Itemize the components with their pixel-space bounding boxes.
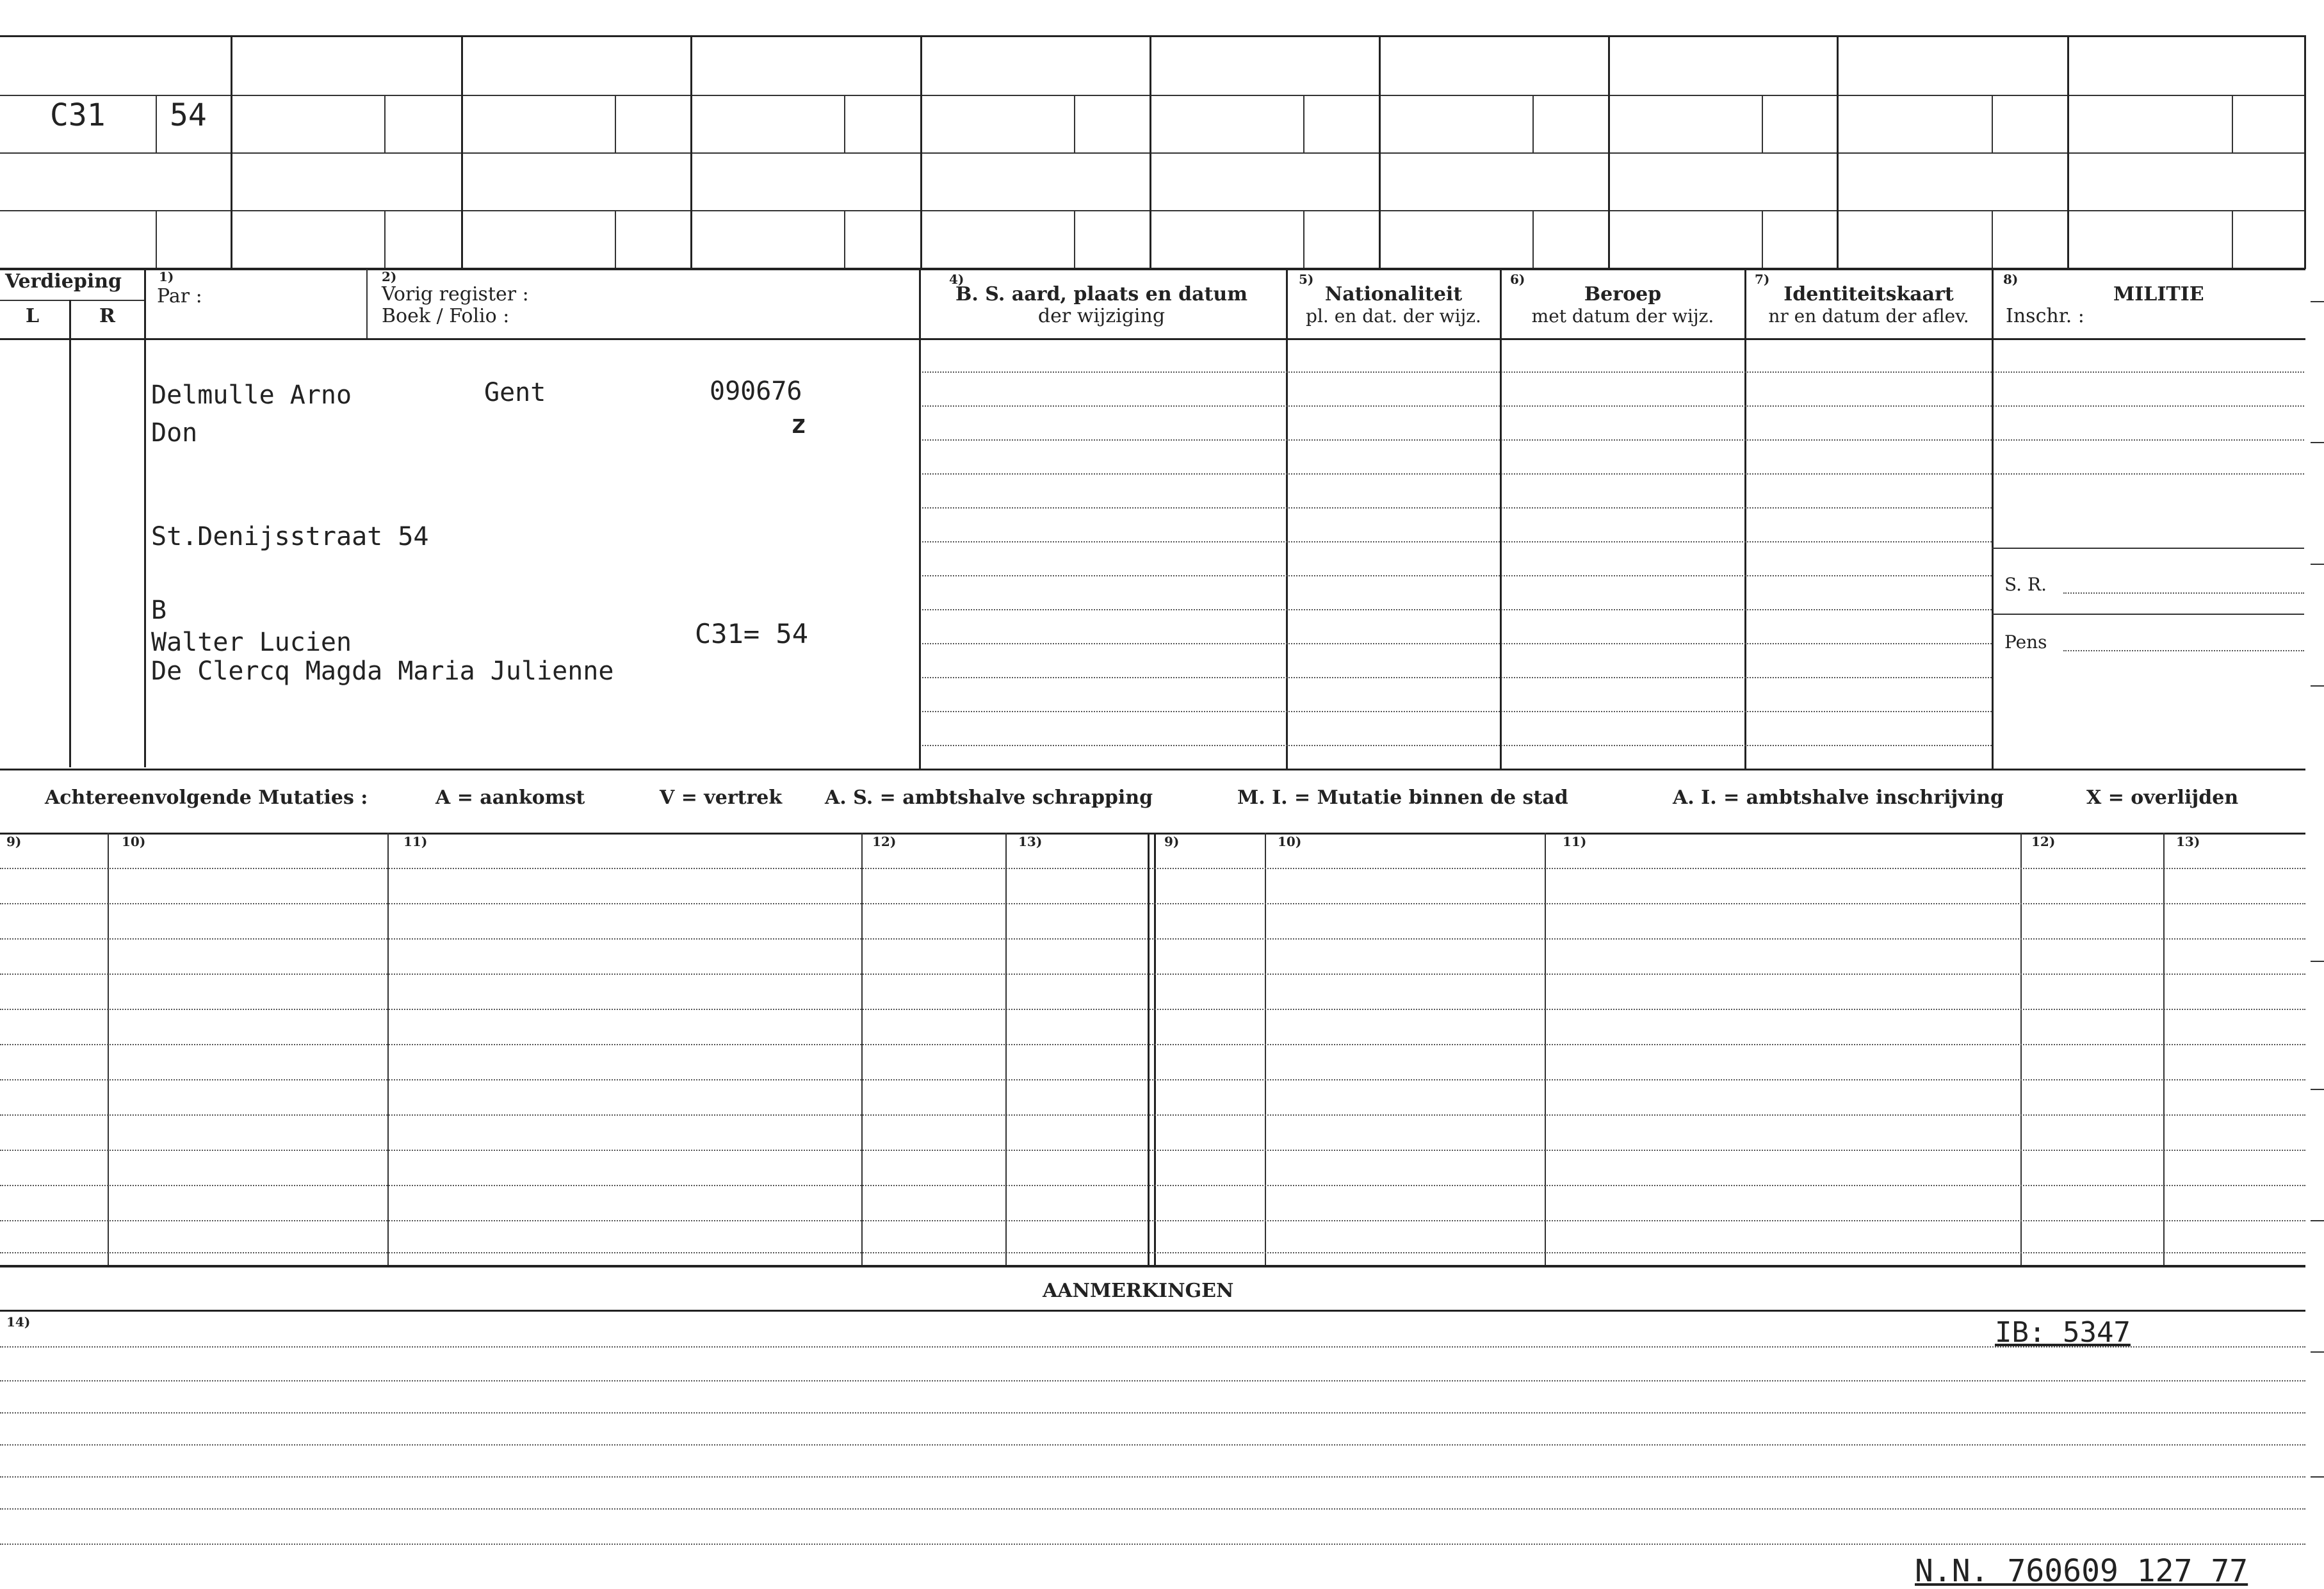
beroep-header: Beroep: [1584, 283, 1662, 306]
person-mother: De Clercq Magda Maria Julienne: [151, 656, 614, 686]
grid-line: [690, 35, 692, 269]
dotted-row: [922, 507, 1992, 509]
beroep-header-sub: met datum der wijz.: [1531, 306, 1714, 327]
person-sex: z: [791, 410, 807, 439]
bs-header: B. S. aard, plaats en datum: [955, 283, 1247, 306]
dotted-row: [0, 1476, 2305, 1478]
column-line: [1265, 833, 1266, 1265]
mut-col-10: 10): [122, 834, 146, 849]
grid-line: [920, 35, 922, 269]
mutaties-top-line: [0, 833, 2305, 835]
grid-line: [1837, 35, 1839, 269]
dotted-row: [922, 439, 2304, 441]
dotted-row: [0, 1220, 2305, 1221]
dotted-row: [0, 1380, 2305, 1381]
person-father: Walter Lucien: [151, 628, 352, 657]
mutatie-a: A = aankomst: [435, 786, 585, 809]
grid-line: [844, 210, 845, 268]
identiteitskaart-header: Identiteitskaart: [1784, 283, 1954, 306]
dotted-row: [922, 677, 1992, 678]
body-bottom-line: [0, 769, 2305, 770]
dotted-row: [922, 609, 1992, 610]
column-line: [108, 833, 109, 1265]
column-line: [366, 269, 368, 338]
grid-line: [384, 210, 386, 268]
mutaties-bottom-line: [0, 1265, 2305, 1267]
grid-line: [1150, 35, 1151, 269]
mut-col-10-right: 10): [1278, 834, 1302, 849]
grid-line: [1303, 210, 1304, 268]
sr-label: S. R.: [2004, 574, 2047, 595]
grid-line: [1379, 35, 1381, 269]
column-line: [2163, 833, 2165, 1265]
edge-mark: [2311, 961, 2324, 962]
dotted-row: [0, 1508, 2305, 1510]
dotted-row: [0, 868, 2305, 869]
column-line: [1500, 269, 1502, 769]
column-line: [1286, 269, 1288, 769]
edge-mark: [2311, 1220, 2324, 1221]
dotted-row: [0, 1444, 2305, 1446]
dotted-row: [0, 1252, 2305, 1253]
person-address: St.Denijsstraat 54: [151, 522, 429, 551]
person-birthplace: Gent: [484, 378, 546, 407]
aanmerkingen-top-line: [0, 1310, 2305, 1312]
grid-line: [1608, 35, 1610, 269]
mut-col-11: 11): [403, 834, 428, 849]
pens-line: [2063, 650, 2304, 651]
boek-folio-label: Boek / Folio :: [382, 305, 510, 327]
col-number-6: 6): [1510, 272, 1525, 287]
grid-line: [2232, 210, 2233, 268]
grid-line: [156, 210, 157, 268]
person-name: Delmulle Arno: [151, 380, 352, 410]
grid-line: [0, 152, 2305, 154]
dotted-row: [922, 643, 1992, 644]
column-line: [1154, 833, 1156, 1265]
verdieping-label: Verdieping: [5, 270, 122, 293]
register-page: 54: [170, 97, 207, 133]
mut-col-13: 13): [1018, 834, 1043, 849]
dotted-row: [0, 938, 2305, 940]
dotted-row: [922, 473, 2304, 475]
militie-divider: [1992, 614, 2304, 615]
inschr-label: Inschr. :: [2006, 305, 2084, 327]
national-number: N.N. 760609 127 77: [1915, 1553, 2248, 1589]
mut-col-11-right: 11): [1563, 834, 1587, 849]
column-line: [861, 833, 863, 1265]
grid-line: [384, 95, 386, 152]
dotted-row: [922, 745, 1992, 746]
grid-line: [231, 35, 232, 269]
register-number: C31: [50, 97, 106, 133]
nationaliteit-header-sub: pl. en dat. der wijz.: [1306, 306, 1481, 327]
dotted-row: [922, 541, 1992, 542]
column-line: [69, 300, 71, 767]
edge-mark: [2311, 1476, 2324, 1478]
ib-number: IB: 5347: [1995, 1316, 2131, 1349]
column-line: [919, 269, 921, 769]
dotted-row: [0, 1079, 2305, 1080]
dotted-row: [922, 575, 1992, 576]
col-number-8: 8): [2003, 272, 2019, 287]
edge-mark: [2311, 1351, 2324, 1353]
aanmerkingen-title: AANMERKINGEN: [1043, 1280, 1234, 1302]
mut-col-13-right: 13): [2176, 834, 2200, 849]
col-number-1: 1): [159, 269, 174, 284]
mutatie-as: A. S. = ambtshalve schrapping: [825, 786, 1153, 809]
edge-mark: [2311, 564, 2324, 565]
dotted-row: [0, 1009, 2305, 1010]
militie-divider: [1992, 548, 2304, 549]
column-line: [144, 269, 146, 767]
column-line: [1005, 833, 1007, 1265]
grid-line: [2067, 35, 2069, 269]
pens-label: Pens: [2004, 632, 2047, 653]
mut-col-12: 12): [872, 834, 897, 849]
grid-line: [0, 268, 2305, 270]
edge-mark: [2311, 1089, 2324, 1090]
dotted-row: [0, 1150, 2305, 1151]
grid-line: [1303, 95, 1304, 152]
right-label: R: [99, 305, 115, 327]
grid-line: [2232, 95, 2233, 152]
column-line: [1148, 833, 1150, 1265]
grid-line: [1762, 210, 1763, 268]
militie-header: MILITIE: [2113, 283, 2204, 306]
header-divider: [0, 300, 144, 301]
person-given: Don: [151, 418, 198, 448]
mutatie-ai: A. I. = ambtshalve inschrijving: [1673, 786, 2004, 809]
dotted-row: [0, 1544, 2305, 1545]
dotted-row: [922, 405, 2304, 407]
mutatie-v: V = vertrek: [660, 786, 783, 809]
grid-line: [0, 210, 2305, 211]
person-birthdate: 090676: [710, 377, 802, 406]
column-line: [1545, 833, 1546, 1265]
mut-col-12-right: 12): [2031, 834, 2056, 849]
person-ref: C31= 54: [695, 618, 809, 649]
dotted-row: [922, 711, 1992, 712]
mutatie-x: X = overlijden: [2086, 786, 2239, 809]
dotted-row: [0, 1114, 2305, 1116]
bs-header-sub: der wijziging: [1037, 305, 1166, 327]
grid-line: [1762, 95, 1763, 152]
col-number-2: 2): [382, 269, 397, 284]
grid-line: [1532, 95, 1534, 152]
sr-line: [2063, 592, 2304, 594]
par-label: Par :: [157, 285, 202, 307]
grid-line: [0, 95, 2305, 96]
header-divider: [0, 338, 2305, 340]
identiteitskaart-header-sub: nr en datum der aflev.: [1768, 306, 1969, 327]
mut-col-9: 9): [6, 834, 22, 849]
col-number-7: 7): [1755, 272, 1770, 287]
column-line: [1992, 269, 1994, 769]
grid-line: [461, 35, 463, 269]
mutatie-mi: M. I. = Mutatie binnen de stad: [1237, 786, 1568, 809]
mutaties-label: Achtereenvolgende Mutaties :: [45, 786, 368, 809]
grid-line: [615, 95, 616, 152]
grid-line: [615, 210, 616, 268]
dotted-row: [0, 1412, 2305, 1414]
col-number-5: 5): [1299, 272, 1314, 287]
dotted-row: [0, 1346, 2305, 1348]
edge-mark: [2311, 301, 2324, 302]
nationaliteit-header: Nationaliteit: [1324, 283, 1463, 306]
column-line: [2020, 833, 2022, 1265]
dotted-row: [0, 1185, 2305, 1186]
dotted-row: [922, 371, 2304, 373]
grid-line: [1992, 95, 1993, 152]
mut-col-9-right: 9): [1164, 834, 1180, 849]
grid-line: [1992, 210, 1993, 268]
dotted-row: [0, 1044, 2305, 1045]
dotted-row: [0, 903, 2305, 904]
grid-line: [1532, 210, 1534, 268]
column-line: [1744, 269, 1746, 769]
left-label: L: [26, 305, 40, 327]
grid-line: [156, 95, 157, 152]
grid-line: [844, 95, 845, 152]
grid-line: [2304, 35, 2306, 269]
col-number-4: 4): [949, 272, 964, 287]
grid-line: [1074, 210, 1075, 268]
grid-line: [0, 35, 2305, 37]
edge-mark: [2311, 442, 2324, 443]
aanmerkingen-number: 14): [6, 1314, 31, 1330]
person-marker: B: [151, 596, 167, 625]
grid-line: [1074, 95, 1075, 152]
edge-mark: [2311, 685, 2324, 687]
vorig-register-label: Vorig register :: [382, 283, 529, 306]
dotted-row: [0, 974, 2305, 975]
column-line: [387, 833, 389, 1265]
